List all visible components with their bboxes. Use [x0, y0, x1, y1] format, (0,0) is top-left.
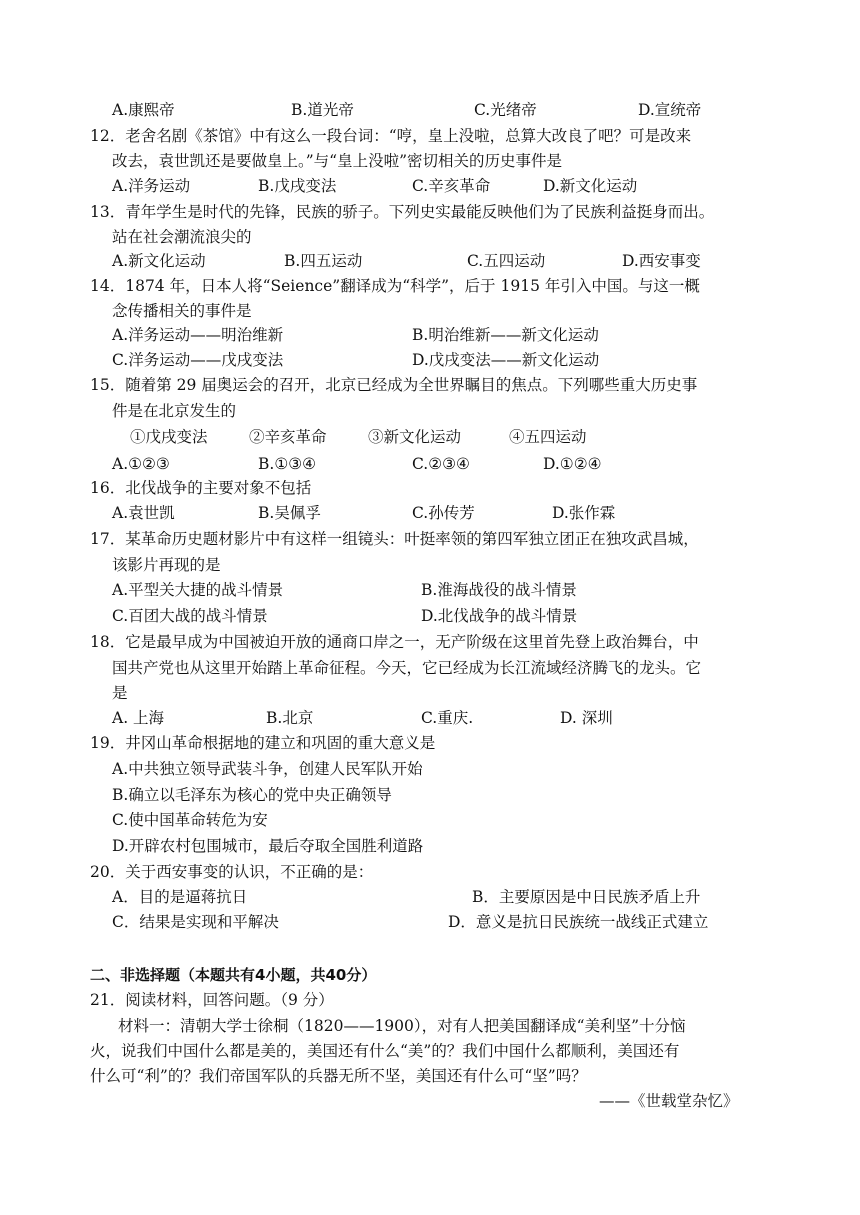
q12-stem-line1: 12．老舍名剧《茶馆》中有这么一段台词：“哼，皇上没啦，总算大改良了吧？可是改来 — [90, 127, 692, 145]
q12-option-b: B.戊戌变法 — [258, 177, 337, 195]
q18-stem-line1: 18．它是最早成为中国被迫开放的通商口岸之一，无产阶级在这里首先登上政治舞台，中 — [90, 633, 699, 651]
q18-option-a: A. 上海 — [112, 709, 165, 727]
q15-item-3: ③新文化运动 — [368, 428, 462, 446]
q19-option-b: B.确立以毛泽东为核心的党中央正确领导 — [112, 786, 392, 804]
q18-stem-line3: 是 — [112, 684, 128, 702]
q17-stem-line2: 该影片再现的是 — [112, 556, 221, 574]
q14-option-a: A.洋务运动——明治维新 — [112, 326, 284, 344]
q20-option-c: C．结果是实现和平解决 — [112, 913, 279, 931]
q13-option-d: D.西安事变 — [622, 252, 701, 270]
q14-option-c: C.洋务运动——戊戌变法 — [112, 351, 284, 369]
q21-material-line2: 火，说我们中国什么都是美的，美国还有什么“美”的？我们中国什么都顺利，美国还有 — [90, 1042, 680, 1060]
q14-option-d: D.戊戌变法——新文化运动 — [412, 351, 600, 369]
q14-stem-line1: 14．1874 年，日本人将“Seience”翻译成为“科学”，后于 1915 年引入中国。与这一概 — [90, 277, 700, 295]
q19-option-d: D.开辟农村包围城市，最后夺取全国胜利道路 — [112, 837, 424, 855]
q12-option-d: D.新文化运动 — [543, 177, 638, 195]
q16-option-d: D.张作霖 — [552, 504, 616, 522]
q18-stem-line2: 国共产党也从这里开始踏上革命征程。今天，它已经成为长江流域经济腾飞的龙头。它 — [112, 659, 702, 677]
q21-material-line3: 什么可“利”的？我们帝国军队的兵器无所不坚，美国还有什么可“坚”吗？ — [90, 1067, 587, 1085]
q12-stem-line2: 改去，袁世凯还是要做皇上。”与“皇上没啦”密切相关的历史事件是 — [112, 152, 563, 170]
q18-option-c: C.重庆. — [421, 709, 474, 727]
q13-option-b: B.四五运动 — [284, 252, 363, 270]
q21-stem-line1: 21．阅读材料，回答问题。（9 分） — [90, 991, 334, 1009]
q20-option-b: B．主要原因是中日民族矛盾上升 — [472, 888, 701, 906]
q14-option-b: B.明治维新——新文化运动 — [412, 326, 599, 344]
q13-stem-line2: 站在社会潮流浪尖的 — [112, 228, 252, 246]
q15-item-4: ④五四运动 — [509, 428, 587, 446]
q11-option-d: D.宣统帝 — [638, 101, 702, 119]
q11-option-b: B.道光帝 — [291, 101, 354, 119]
q15-option-d: D.①②④ — [543, 455, 602, 473]
q13-stem-line1: 13．青年学生是时代的先锋，民族的骄子。下列史实最能反映他们为了民族利益挺身而出。 — [90, 203, 715, 221]
q15-item-1: ①戊戌变法 — [130, 428, 208, 446]
q11-option-c: C.光绪帝 — [474, 101, 537, 119]
q20-option-a: A．目的是逼蒋抗日 — [112, 888, 248, 906]
q19-option-a: A.中共独立领导武装斗争，创建人民军队开始 — [112, 760, 423, 778]
q17-option-c: C.百团大战的战斗情景 — [112, 607, 268, 625]
q16-option-a: A.袁世凯 — [112, 504, 175, 522]
q15-stem-line2: 件是在北京发生的 — [112, 402, 237, 420]
q20-option-d: D．意义是抗日民族统一战线正式建立 — [448, 913, 709, 931]
q19-option-c: C.使中国革命转危为安 — [112, 811, 268, 829]
q15-option-a: A.①②③ — [112, 455, 170, 473]
q17-option-b: B.淮海战役的战斗情景 — [421, 581, 577, 599]
q12-option-c: C.辛亥革命 — [412, 177, 491, 195]
q15-stem-line1: 15．随着第 29 届奥运会的召开，北京已经成为全世界瞩目的焦点。下列哪些重大历史事 — [90, 376, 698, 394]
q13-option-a: A.新文化运动 — [112, 252, 206, 270]
q11-option-a: A.康熙帝 — [112, 101, 175, 119]
q17-option-d: D.北伐战争的战斗情景 — [421, 607, 578, 625]
q18-option-b: B.北京 — [266, 709, 314, 727]
q13-option-c: C.五四运动 — [467, 252, 546, 270]
q19-stem-line1: 19．井冈山革命根据地的建立和巩固的重大意义是 — [90, 734, 436, 752]
q16-option-b: B.吴佩孚 — [258, 504, 321, 522]
q18-option-d: D. 深圳 — [560, 709, 613, 727]
q20-stem-line1: 20．关于西安事变的认识，不正确的是： — [90, 863, 374, 881]
q21-source: ——《世载堂杂忆》 — [599, 1092, 739, 1110]
q21-material-line1: 材料一：清朝大学士徐桐（1820——1900），对有人把美国翻译成“美利坚”十分恼 — [118, 1017, 686, 1035]
q15-option-b: B.①③④ — [258, 455, 317, 473]
section-2-title: 二、非选择题（本题共有4小题，共40分） — [90, 966, 377, 984]
q17-option-a: A.平型关大捷的战斗情景 — [112, 581, 284, 599]
q15-item-2: ②辛亥革命 — [249, 428, 327, 446]
q14-stem-line2: 念传播相关的事件是 — [112, 302, 252, 320]
q16-option-c: C.孙传芳 — [412, 504, 475, 522]
q17-stem-line1: 17．某革命历史题材影片中有这样一组镜头：叶挺率领的第四军独立团正在独攻武昌城， — [90, 530, 699, 548]
q12-option-a: A.洋务运动 — [112, 177, 191, 195]
q16-stem-line1: 16．北伐战争的主要对象不包括 — [90, 479, 312, 497]
q15-option-c: C.②③④ — [412, 455, 470, 473]
